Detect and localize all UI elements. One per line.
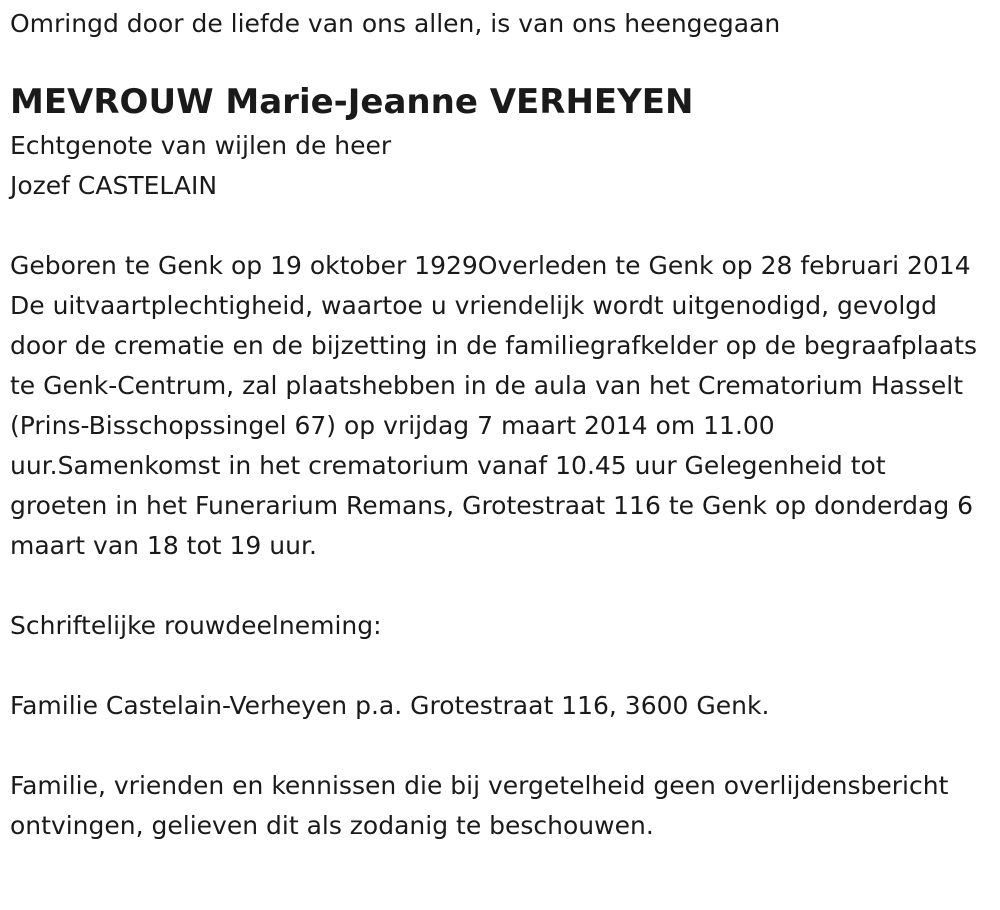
funeral-text: De uitvaartplechtigheid, waartoe u vriendelijk wordt uitgenodigd, gevolgd door de crematie en de bijzetting in de familiegrafkelder op de begraafplaats te Genk-Centrum, zal plaatshebben in de aula van het Crematorium Hasselt (Prins-Bisschopssingel 67) op vrijdag 7 maart 2014 om 11.00 uur.Samenkomst in het crematorium vanaf 10.45 uur Gelegenheid tot groeten in het Funerarium Remans, Grotestraat 116 te Genk op donderdag 6 maart van 18 tot 19 uur. bbox=[10, 291, 978, 560]
spacer bbox=[10, 44, 990, 78]
spacer bbox=[10, 206, 990, 246]
closing-note: Familie, vrienden en kennissen die bij vergetelheid geen overlijdensbericht ontvingen, gelieven dit als zodanig te beschouwen. bbox=[10, 771, 949, 840]
birth-death-text: Geboren te Genk op 19 oktober 1929Overleden te Genk op 28 februari 2014 bbox=[10, 251, 971, 280]
condolence-address: Familie Castelain-Verheyen p.a. Grotestraat 116, 3600 Genk. bbox=[10, 691, 770, 720]
intro-text: Omringd door de liefde van ons allen, is van ons heengegaan bbox=[10, 9, 781, 38]
deceased-name: MEVROUW Marie-Jeanne VERHEYEN bbox=[10, 82, 694, 122]
spouse-line-2: Jozef CASTELAIN bbox=[10, 171, 218, 200]
death-notice bbox=[10, 4, 990, 846]
spacer bbox=[10, 646, 990, 686]
spacer bbox=[10, 726, 990, 766]
spacer bbox=[10, 566, 990, 606]
condolence-label: Schriftelijke rouwdeelneming: bbox=[10, 611, 382, 640]
spouse-line-1: Echtgenote van wijlen de heer bbox=[10, 131, 392, 160]
